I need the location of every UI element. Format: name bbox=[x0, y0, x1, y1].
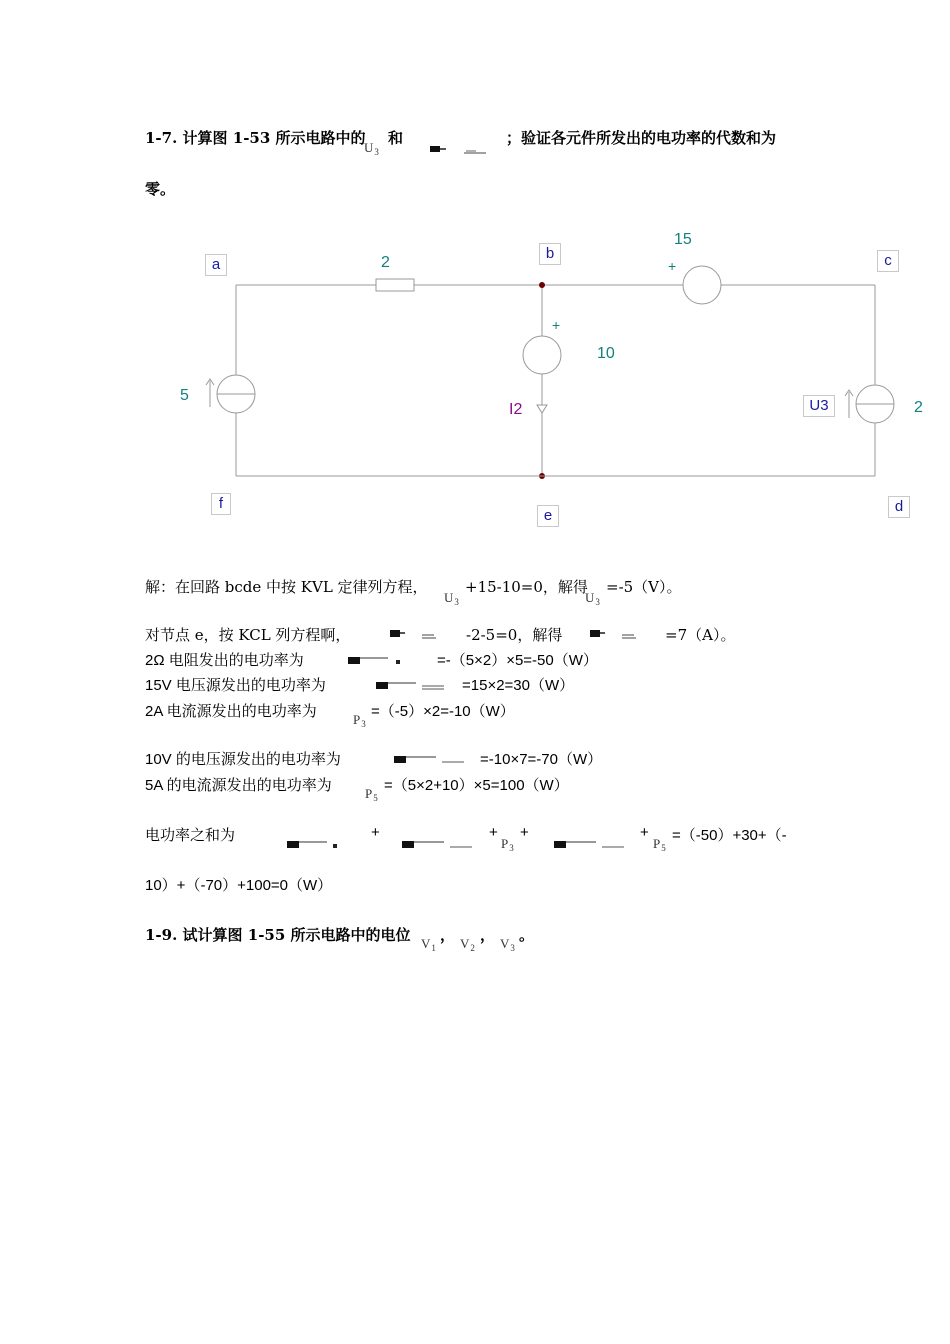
solution-line-1a: 解：在回路 bcde 中按 KVL 定律列方程， bbox=[145, 578, 428, 596]
problem-text: 1-7. 计算图 1-53 所示电路中的 bbox=[145, 129, 366, 147]
solution-line-6a: 10V 的电压源发出的电功率为 bbox=[145, 751, 341, 768]
var-letter: U bbox=[444, 590, 454, 605]
var-u3 bbox=[585, 590, 600, 607]
node-label-d: d bbox=[888, 496, 910, 518]
var-letter: P bbox=[353, 712, 361, 727]
var-sub: 3 bbox=[361, 719, 366, 729]
var-letter: V bbox=[421, 936, 431, 951]
var-letter: U bbox=[585, 590, 595, 605]
circuit-wires bbox=[0, 0, 950, 560]
solution-line-1b: +15-10=0，解得 bbox=[465, 578, 588, 596]
plus-sign: + bbox=[489, 824, 498, 841]
word-and: 和 bbox=[388, 129, 404, 147]
solution-line-1c: =-5（V）。 bbox=[606, 578, 682, 596]
solution-line-9: 10）+（-70）+100=0（W） bbox=[145, 877, 333, 894]
problem-1-7-tail: ；验证各元件所发出的电功率的代数和为 bbox=[506, 129, 777, 147]
equation-glyph-icon bbox=[550, 836, 630, 855]
var-sub: 3 bbox=[510, 943, 515, 953]
equation-glyph-icon bbox=[390, 751, 470, 770]
var-letter: P bbox=[653, 836, 661, 851]
solution-line-4a: 15V 电压源发出的电功率为 bbox=[145, 677, 326, 694]
var-letter: P bbox=[501, 836, 509, 851]
cs2-value: 2 bbox=[914, 399, 923, 416]
var-p5 bbox=[653, 836, 666, 853]
solution-line-8b: =（-50）+30+（- bbox=[672, 827, 787, 844]
solution-line-4b: =15×2=30（W） bbox=[462, 677, 575, 694]
node-label-e: e bbox=[537, 505, 559, 527]
comma: ， bbox=[440, 926, 456, 944]
equation-glyph-icon bbox=[388, 626, 448, 645]
node-label-b: b bbox=[539, 243, 561, 265]
equation-glyph-icon bbox=[348, 652, 408, 671]
solution-line-2c: =7（A）。 bbox=[665, 626, 736, 644]
cs5-value: 5 bbox=[180, 387, 189, 404]
node-label-c: c bbox=[877, 250, 899, 272]
plus-sign: + bbox=[520, 824, 529, 841]
var-letter: P bbox=[365, 786, 373, 801]
var-sub: 5 bbox=[373, 793, 378, 803]
equation-glyph-icon bbox=[398, 836, 478, 855]
v15-value: 15 bbox=[674, 231, 692, 248]
resistor-value: 2 bbox=[381, 254, 390, 271]
solution-line-5a: 2A 电流源发出的电功率为 bbox=[145, 703, 317, 720]
node-b-dot bbox=[539, 282, 545, 288]
equation-glyph-icon bbox=[372, 677, 452, 696]
solution-line-2a: 对节点 e，按 KCL 列方程啊， bbox=[145, 626, 351, 644]
var-p3 bbox=[501, 836, 514, 853]
var-sub: 1 bbox=[431, 943, 436, 953]
problem-1-7-line2: 零。 bbox=[145, 180, 176, 198]
comma: ， bbox=[480, 926, 496, 944]
var-p3 bbox=[353, 712, 366, 729]
solution-line-3b: =-（5×2）×5=-50（W） bbox=[437, 652, 598, 669]
circuit-diagram bbox=[0, 0, 950, 560]
solution-line-7b: =（5×2+10）×5=100（W） bbox=[384, 777, 569, 794]
node-label-a: a bbox=[205, 254, 227, 276]
voltage-source-15-shape bbox=[683, 266, 721, 304]
var-v3 bbox=[500, 936, 515, 953]
resistor-shape bbox=[376, 279, 414, 291]
solution-line-6b: =-10×7=-70（W） bbox=[480, 751, 603, 768]
var-u3 bbox=[444, 590, 459, 607]
var-sub: 3 bbox=[509, 843, 514, 853]
equation-glyph-icon bbox=[285, 836, 345, 855]
var-p5 bbox=[365, 786, 378, 803]
var-v1 bbox=[421, 936, 436, 953]
v10-value: 10 bbox=[597, 345, 615, 362]
solution-line-7a: 5A 的电流源发出的电功率为 bbox=[145, 777, 332, 794]
v15-plus: + bbox=[668, 258, 677, 274]
var-v2 bbox=[460, 936, 475, 953]
var-sub: 3 bbox=[454, 597, 459, 607]
plus-sign: + bbox=[371, 824, 380, 841]
var-letter: U bbox=[364, 140, 374, 155]
var-letter: V bbox=[500, 936, 510, 951]
var-sub: 5 bbox=[661, 843, 666, 853]
u3-label: U3 bbox=[803, 395, 835, 417]
var-sub: 3 bbox=[374, 147, 379, 157]
var-sub: 3 bbox=[595, 597, 600, 607]
voltage-source-10-shape bbox=[523, 336, 561, 374]
solution-line-8a: 电功率之和为 bbox=[145, 826, 236, 844]
period: 。 bbox=[519, 926, 535, 944]
i2-label: I2 bbox=[509, 401, 523, 418]
solution-line-2b: -2-5=0，解得 bbox=[466, 626, 563, 644]
var-sub: 2 bbox=[470, 943, 475, 953]
solution-line-5b: =（-5）×2=-10（W） bbox=[371, 703, 515, 720]
v10-plus: + bbox=[552, 317, 561, 333]
solution-line-3a: 2Ω 电阻发出的电功率为 bbox=[145, 652, 304, 669]
var-letter: V bbox=[460, 936, 470, 951]
equation-glyph-icon bbox=[588, 626, 648, 645]
plus-sign: + bbox=[640, 824, 649, 841]
problem-1-9-title: 1-9. 试计算图 1-55 所示电路中的电位 bbox=[145, 926, 411, 944]
node-label-f: f bbox=[211, 493, 231, 515]
